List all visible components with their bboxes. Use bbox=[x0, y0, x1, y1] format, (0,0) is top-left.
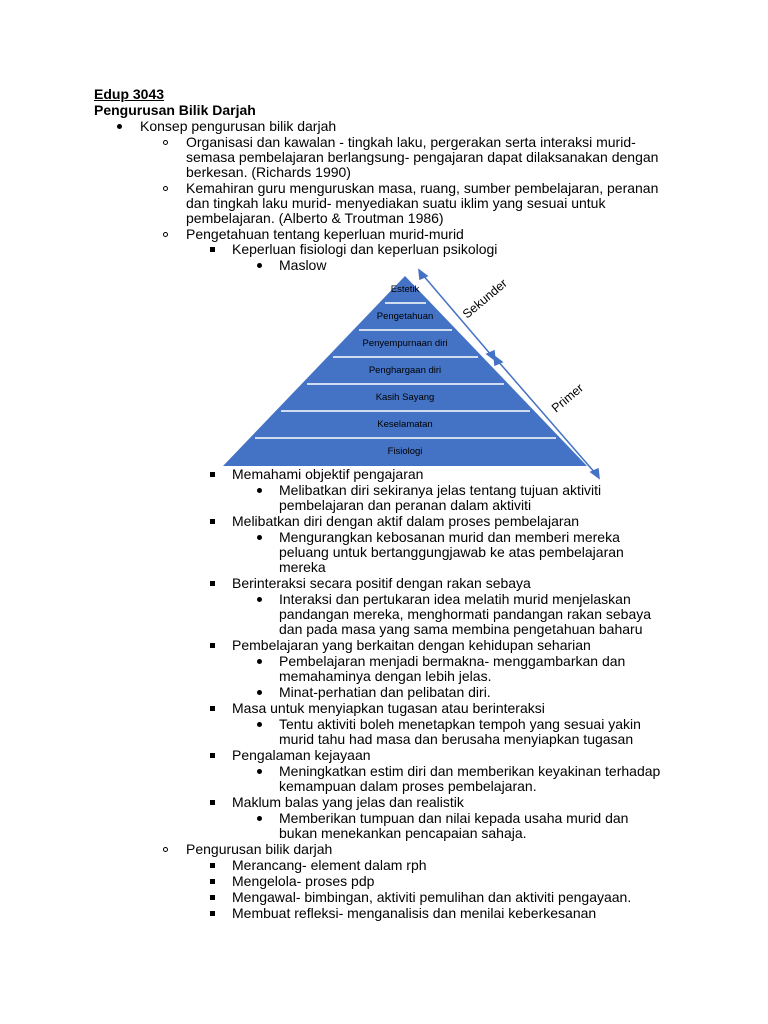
list-item: Interaksi dan pertukaran idea melatih murid menjelaskan bbox=[279, 591, 631, 607]
bullet-square-icon bbox=[210, 472, 215, 477]
list-item: Maslow bbox=[279, 257, 327, 273]
list-item: Mengurangkan kebosanan murid dan memberi mereka bbox=[279, 529, 620, 545]
list-item: Memahami objektif pengajaran bbox=[232, 466, 424, 482]
list-item: Pembelajaran menjadi bermakna- menggambarkan dan bbox=[279, 653, 626, 669]
list-item: Mengawal- bimbingan, aktiviti pemulihan dan aktiviti pengayaan. bbox=[232, 889, 632, 905]
bullet-square-icon bbox=[210, 581, 215, 586]
list-item: Pengalaman kejayaan bbox=[232, 747, 371, 763]
bullet-dot-icon bbox=[257, 597, 262, 602]
bullet-square-icon bbox=[210, 643, 215, 648]
bullet-dot-icon bbox=[257, 488, 262, 493]
list-item-cont: peluang untuk bertanggungjawab ke atas pembelajaran bbox=[279, 544, 624, 560]
list-item-cont: berkesan. (Richards 1990) bbox=[186, 164, 351, 180]
list-item: Merancang- element dalam rph bbox=[232, 857, 427, 873]
list-item: Organisasi dan kawalan - tingkah laku, pergerakan serta interaksi murid- bbox=[186, 134, 636, 150]
sekunder-label: Sekunder bbox=[459, 276, 510, 322]
list-item: Minat-perhatian dan pelibatan diri. bbox=[279, 684, 491, 700]
list-item-cont: kemampuan dalam proses pembelajaran. bbox=[279, 778, 537, 794]
list-item: Memberikan tumpuan dan nilai kepada usaha murid dan bbox=[279, 810, 629, 826]
bullet-dot-icon bbox=[257, 722, 262, 727]
list-item: Pengetahuan tentang keperluan murid-murid bbox=[186, 226, 464, 242]
list-item: Mengelola- proses pdp bbox=[232, 873, 375, 889]
pyramid-level-keselamatan: Keselamatan bbox=[377, 419, 433, 430]
list-item-cont: bukan menekankan pencapaian sahaja. bbox=[279, 825, 527, 841]
pyramid-level-estetik: Estetik bbox=[390, 284, 420, 295]
bullet-dot-icon bbox=[257, 535, 262, 540]
list-item: Masa untuk menyiapkan tugasan atau berinteraksi bbox=[232, 700, 545, 716]
course-code: Edup 3043 bbox=[94, 86, 165, 102]
bullet-square-icon bbox=[210, 863, 215, 868]
bullet-square-icon bbox=[210, 706, 215, 711]
bullet-dot-icon bbox=[257, 659, 262, 664]
list-item: Maklum balas yang jelas dan realistik bbox=[232, 794, 464, 810]
list-item: Pengurusan bilik darjah bbox=[186, 841, 333, 857]
bullet-square-icon bbox=[210, 753, 215, 758]
bullet-square-icon bbox=[210, 895, 215, 900]
list-item: Membuat refleksi- menganalisis dan menilai keberkesanan bbox=[232, 905, 597, 921]
list-item: Melibatkan diri sekiranya jelas tentang tujuan aktiviti bbox=[279, 482, 602, 498]
list-item: Kemahiran guru menguruskan masa, ruang, sumber pembelajaran, peranan bbox=[186, 180, 659, 196]
list-item-cont: murid tahu had masa dan berusaha menyiapkan tugasan bbox=[279, 731, 634, 747]
bullet-dot-icon bbox=[257, 690, 262, 695]
bullet-dot-icon bbox=[257, 816, 262, 821]
pyramid-level-penghargaan: Penghargaan diri bbox=[368, 365, 442, 376]
list-item: Pembelajaran yang berkaitan dengan kehidupan seharian bbox=[232, 637, 591, 653]
list-item: Berinteraksi secara positif dengan rakan sebaya bbox=[232, 575, 531, 591]
bullet-square-icon bbox=[210, 879, 215, 884]
list-item-cont: dan tingkah laku murid- menyediakan suatu iklim yang sesuai untuk bbox=[186, 195, 606, 211]
list-item-cont: mereka bbox=[279, 559, 326, 575]
pyramid-level-fisiologi: Fisiologi bbox=[387, 446, 423, 457]
bullet-square-icon bbox=[210, 519, 215, 524]
bullet-square-icon bbox=[210, 911, 215, 916]
pyramid-level-penyempurnaan: Penyempurnaan diri bbox=[362, 338, 448, 349]
pyramid-level-kasih-sayang: Kasih Sayang bbox=[375, 392, 435, 403]
list-item: Melibatkan diri dengan aktif dalam proses pembelajaran bbox=[232, 513, 580, 529]
list-item-cont: dan pada masa yang sama membina pengetahuan baharu bbox=[279, 621, 643, 637]
list-item-cont: memahaminya dengan lebih jelas. bbox=[279, 668, 492, 684]
list-item: Tentu aktiviti boleh menetapkan tempoh yang sesuai yakin bbox=[279, 716, 641, 732]
list-item: Meningkatkan estim diri dan memberikan keyakinan terhadap bbox=[279, 763, 661, 779]
list-item: Keperluan fisiologi dan keperluan psikologi bbox=[232, 241, 498, 257]
bullet-circle-icon bbox=[163, 847, 168, 852]
list-item-cont: pembelajaran dan peranan dalam aktiviti bbox=[279, 497, 532, 513]
primer-label: Primer bbox=[548, 380, 587, 416]
list-item-cont: pandangan mereka, menghormati pandangan rakan sebaya bbox=[279, 606, 652, 622]
page-title: Pengurusan Bilik Darjah bbox=[94, 102, 256, 118]
list-item-cont: pembelajaran. (Alberto & Troutman 1986) bbox=[186, 210, 444, 226]
list-item-cont: semasa pembelajaran berlangsung- pengajaran dapat dilaksanakan dengan bbox=[186, 149, 659, 165]
bullet-dot-icon bbox=[257, 769, 262, 774]
list-item: Konsep pengurusan bilik darjah bbox=[140, 118, 337, 134]
bullet-square-icon bbox=[210, 800, 215, 805]
pyramid-level-pengetahuan: Pengetahuan bbox=[376, 311, 434, 322]
